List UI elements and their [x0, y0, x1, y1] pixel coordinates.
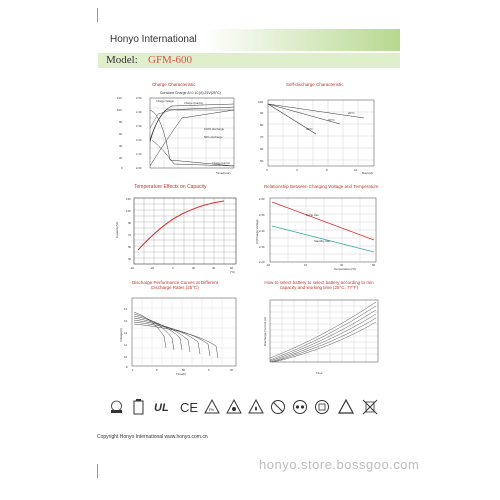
x-unit: (°C)	[230, 270, 236, 274]
y-tick: 130	[126, 197, 131, 201]
discharge-plot	[112, 278, 242, 378]
self-discharge-chart	[250, 80, 382, 176]
annotation-voltage: Charge Voltage	[156, 100, 174, 103]
curve-40: 40°C	[306, 127, 313, 131]
charging-voltage-ylabel: (V)Charge Voltage	[255, 219, 259, 244]
y-tick: 2.40	[136, 110, 142, 114]
y-tick: 9	[126, 365, 128, 369]
chart-title: Discharge Performance Curves at Different Discharge Rates (25°C)	[132, 280, 218, 290]
model-bar	[98, 53, 400, 68]
x-tick: -40	[130, 266, 135, 270]
y-tick: 50	[260, 159, 264, 163]
temperature-ylabel: Capacity(%)	[115, 221, 119, 238]
x-tick: 60	[230, 266, 234, 270]
x-tick: -10	[266, 263, 271, 267]
chart-title: How to select battery to select battery according to min capacity and working time (25°C, 77°F)	[264, 280, 374, 290]
charging-voltage-xlabel: Temperature(°C)	[334, 267, 357, 271]
self-discharge-xlabel: Days(d)	[362, 171, 373, 175]
y-tick: 2.50	[136, 96, 142, 100]
explosion-icon	[225, 398, 243, 416]
y-tick: 70	[260, 135, 264, 139]
y-tick: 90	[128, 221, 132, 225]
x-tick: 10	[304, 263, 308, 267]
fire-icon	[247, 398, 265, 416]
ul-icon	[153, 398, 175, 416]
y2-tick: 40	[119, 144, 123, 148]
lead-hazard-icon	[203, 398, 221, 416]
y2-tick: 80	[119, 120, 123, 124]
y-tick: 110	[126, 209, 131, 213]
recycle-icon	[337, 398, 355, 416]
y-tick: 2.50	[259, 213, 265, 217]
y-tick: 70	[128, 233, 132, 237]
line-cycle: Cycle Use	[306, 213, 319, 217]
x-tick: 4	[296, 168, 298, 172]
curve-30: 30°C	[328, 118, 335, 122]
ul-mark: UL	[154, 402, 169, 414]
y-tick: 50	[128, 245, 132, 249]
x-tick: 5	[156, 368, 158, 372]
y-tick: 11	[124, 343, 127, 347]
y-tick: 13	[124, 319, 128, 323]
y2-tick: 60	[119, 132, 123, 136]
x-tick: 50	[182, 368, 186, 372]
no-fire-icon	[269, 398, 287, 416]
charge-xlabel: Time(hour)	[216, 171, 231, 175]
charge-plot	[112, 80, 240, 176]
manual-icon	[313, 398, 331, 416]
charging-voltage-chart	[252, 182, 386, 274]
y-tick: 2.20	[136, 138, 142, 142]
ce-mark: CE	[180, 400, 199, 415]
certification-icons	[105, 398, 395, 422]
y-tick: 2.30	[136, 124, 142, 128]
temperature-capacity-chart	[112, 182, 242, 274]
x-tick: 12	[354, 168, 358, 172]
legend-50: 50% discharge	[204, 135, 223, 139]
y2-tick: 0	[121, 166, 123, 170]
x-tick: 20	[192, 266, 196, 270]
chart-title: Relationship Between Charging Voltage and Temperature	[264, 184, 379, 189]
x-tick: 50	[372, 263, 376, 267]
curve-20: 20°C	[348, 111, 355, 115]
y-tick: 80	[260, 123, 264, 127]
temperature-plot	[112, 182, 242, 274]
charging-voltage-plot	[252, 182, 386, 274]
selection-plot	[252, 278, 386, 378]
y-tick: 2.00	[136, 166, 142, 170]
crop-mark-top	[97, 8, 98, 22]
y-tick: 2.20	[259, 260, 265, 264]
watermark: honyo.store.bossgoo.com	[259, 457, 420, 472]
chart-title: Self-discharge Characteristic	[286, 82, 344, 87]
y2-tick: 20	[119, 156, 123, 160]
line-standby: Standby Use	[314, 239, 331, 243]
company-name: Honyo International	[110, 34, 197, 45]
goggles-icon	[291, 398, 309, 416]
charge-characteristic-chart	[112, 80, 240, 176]
self-discharge-plot	[250, 80, 382, 176]
y-tick: 10	[124, 355, 128, 359]
x-tick: 0	[266, 168, 268, 172]
y2-tick: 120	[117, 96, 122, 100]
discharge-xlabel: Time(h)	[176, 372, 187, 376]
chart-title: Charge Characteristic	[152, 82, 196, 87]
ce-icon	[179, 398, 199, 416]
y-tick: 2.40	[259, 229, 265, 233]
x-tick: -20	[150, 266, 155, 270]
x-tick: 1	[132, 368, 134, 372]
x-tick: 0	[172, 266, 174, 270]
legend-100: 100% discharge	[204, 127, 225, 131]
no-bin-icon	[361, 398, 379, 416]
y-tick: 12	[124, 331, 128, 335]
selection-ylabel: Discharge Current (A)	[263, 316, 267, 346]
y-tick: 2.10	[136, 152, 142, 156]
y-tick: 2.30	[259, 245, 265, 249]
battery-icon	[131, 398, 146, 416]
battery-selection-chart	[252, 278, 386, 378]
annotation-quantity: Charge Quantity	[184, 102, 203, 105]
x-tick: 5	[208, 368, 210, 372]
y-tick: 60	[260, 147, 264, 151]
y-tick: 30	[128, 257, 132, 261]
charge-subtitle: Constant Charge At 0.1C(A),25V(25°C)	[160, 91, 221, 95]
y-tick: 2.60	[259, 197, 265, 201]
selection-xlabel: Time	[316, 371, 323, 375]
x-tick: 30	[340, 263, 344, 267]
x-tick: 8	[326, 168, 328, 172]
crop-mark-bottom	[97, 464, 98, 478]
x-tick: 20	[230, 368, 234, 372]
pb-mark: Pb	[209, 407, 214, 412]
x-tick: 40	[212, 266, 216, 270]
iso-icon	[109, 398, 124, 416]
y-tick: 90	[260, 111, 264, 115]
y-tick: 100	[258, 100, 264, 104]
discharge-ylabel: Voltage(V)	[119, 327, 123, 342]
y-tick: 14	[124, 307, 128, 311]
model-value: GFM-600	[148, 54, 193, 66]
y2-tick: 100	[117, 108, 122, 112]
chart-title: Temperature Effects on Capacity	[134, 184, 207, 190]
model-label: Model:	[106, 54, 138, 66]
annotation-current: Charge Current	[212, 162, 230, 165]
discharge-performance-chart	[112, 278, 242, 378]
copyright-footer: Copyright Honyo International www.honyo.com.cn	[97, 434, 208, 440]
